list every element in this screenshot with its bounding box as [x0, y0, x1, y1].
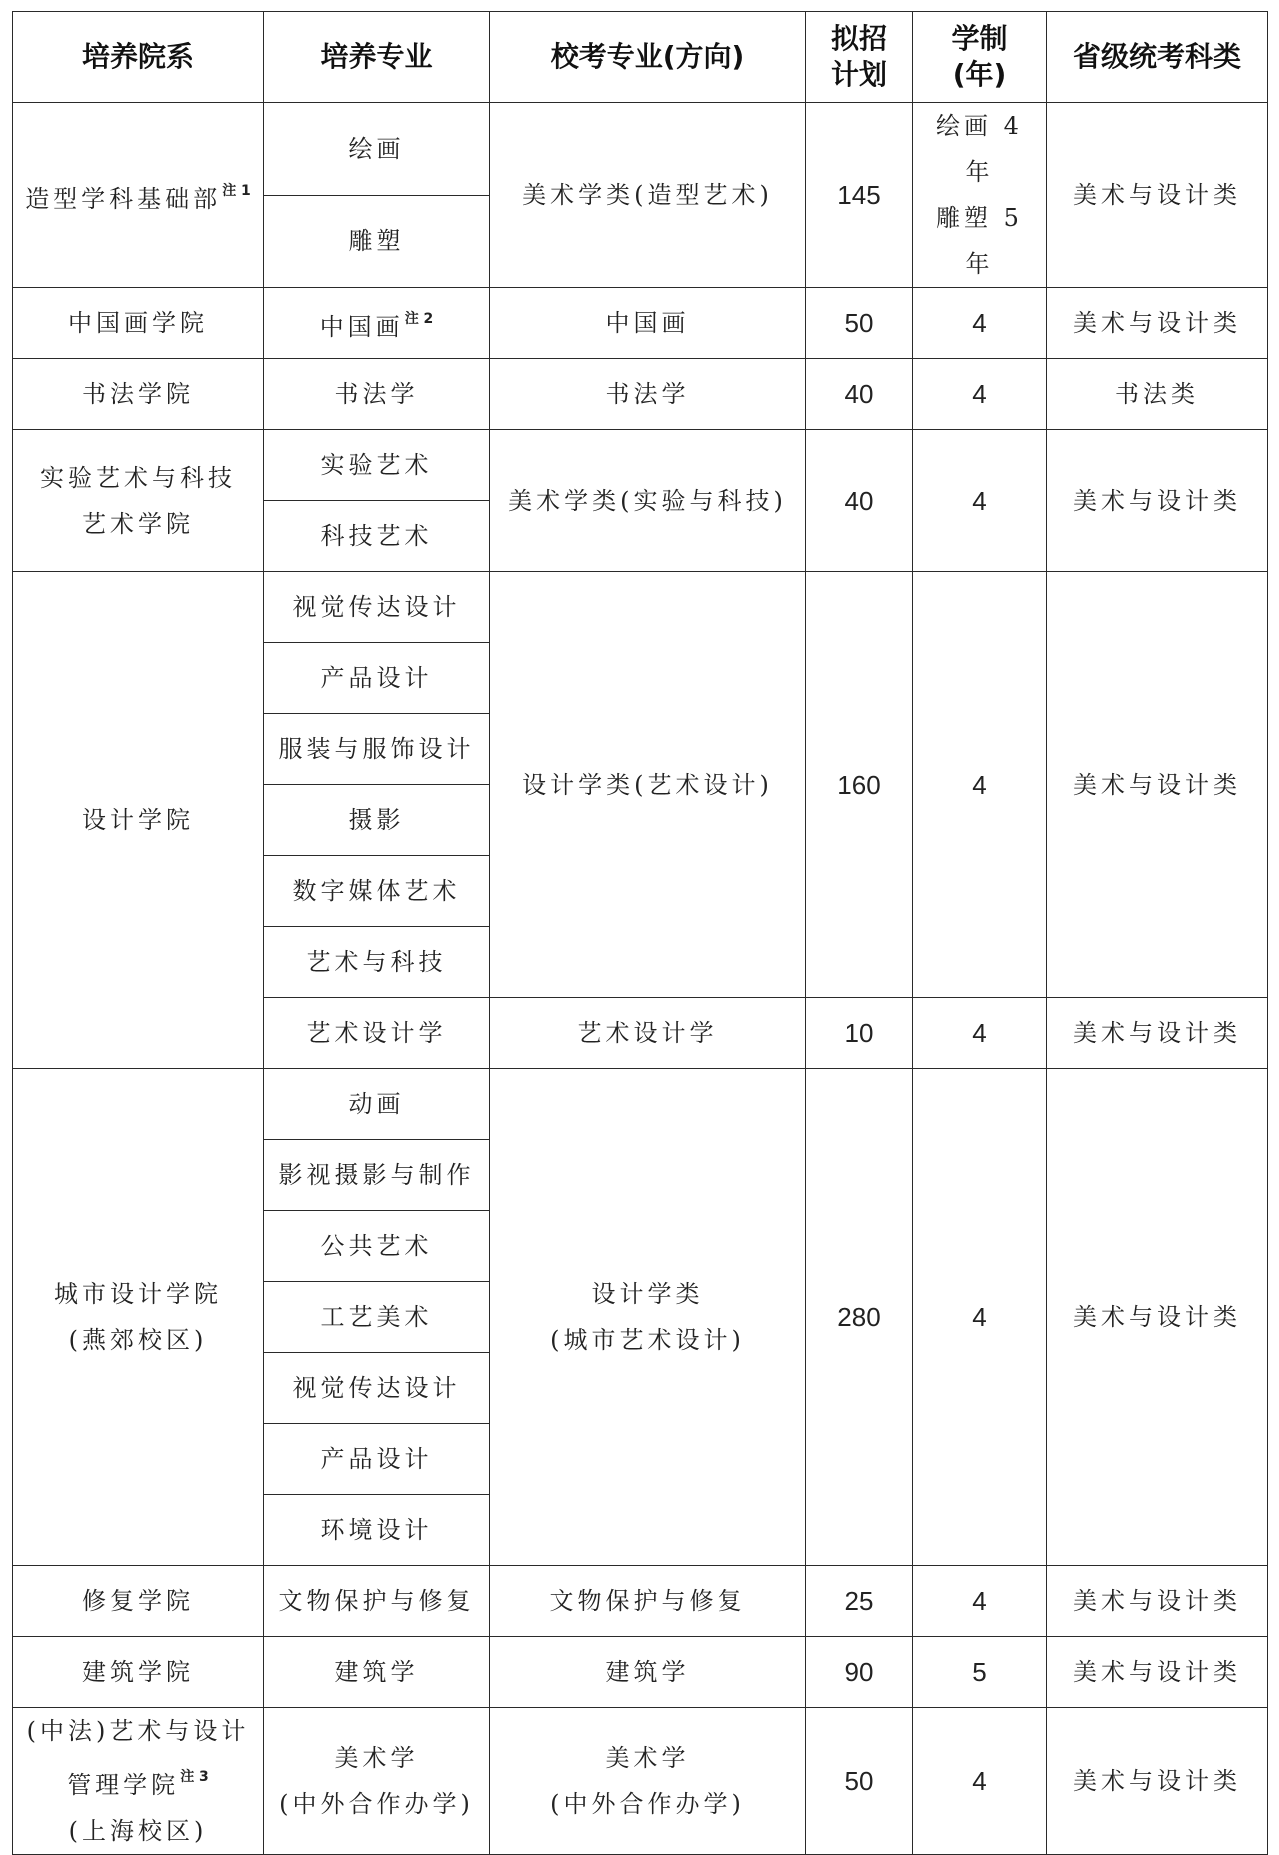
header-plan — [806, 12, 913, 103]
header-category: 省级统考科类 — [1047, 12, 1268, 103]
major-cell: 动画 — [264, 1069, 490, 1140]
plan-cell: 90 — [806, 1637, 913, 1708]
department-name: 造型学科基础部 — [25, 185, 222, 213]
exam-major-line: 设计学类 — [591, 1280, 704, 1308]
department-cell: 书法学院 — [13, 359, 264, 430]
department-cell: 中国画学院 — [13, 288, 264, 359]
major-cell: 文物保护与修复 — [264, 1566, 490, 1637]
years-cell: 4 — [913, 1566, 1047, 1637]
major-cell — [264, 288, 490, 359]
exam-major-cell: 文物保护与修复 — [490, 1566, 806, 1637]
header-plan-line1: 拟招 — [830, 22, 887, 55]
table-row — [13, 572, 1268, 643]
major-cell: 摄影 — [264, 785, 490, 856]
table-row — [13, 430, 1268, 501]
plan-cell: 25 — [806, 1566, 913, 1637]
department-line — [17, 1754, 259, 1808]
plan-cell: 10 — [806, 998, 913, 1069]
exam-major-cell: 设计学类(艺术设计) — [490, 572, 806, 998]
exam-major-line: (城市艺术设计) — [550, 1326, 745, 1354]
major-cell: 影视摄影与制作 — [264, 1140, 490, 1211]
category-cell: 美术与设计类 — [1047, 103, 1268, 288]
years-cell: 4 — [913, 998, 1047, 1069]
major-cell: 产品设计 — [264, 1424, 490, 1495]
years-line: 雕塑 5 年 — [936, 204, 1023, 278]
department-cell: 建筑学院 — [13, 1637, 264, 1708]
department-cell — [13, 430, 264, 572]
major-cell: 实验艺术 — [264, 430, 490, 501]
category-cell: 美术与设计类 — [1047, 1069, 1268, 1566]
major-cell: 环境设计 — [264, 1495, 490, 1566]
header-years-line2: (年) — [952, 58, 1007, 91]
major-cell: 雕塑 — [264, 195, 490, 288]
category-cell: 美术与设计类 — [1047, 1637, 1268, 1708]
major-cell: 建筑学 — [264, 1637, 490, 1708]
major-line: 美术学 — [334, 1744, 419, 1772]
major-cell: 数字媒体艺术 — [264, 856, 490, 927]
footnote-marker: 注 2 — [404, 311, 434, 327]
category-cell: 美术与设计类 — [1047, 288, 1268, 359]
department-name: 管理学院 — [67, 1771, 180, 1799]
major-cell: 绘画 — [264, 103, 490, 196]
header-major: 培养专业 — [264, 12, 490, 103]
major-cell: 艺术与科技 — [264, 927, 490, 998]
footnote-marker: 注 1 — [222, 183, 251, 199]
plan-cell: 40 — [806, 430, 913, 572]
admissions-table — [12, 11, 1268, 1855]
department-cell: 修复学院 — [13, 1566, 264, 1637]
exam-major-cell: 美术学类(造型艺术) — [490, 103, 806, 288]
header-years-line1: 学制 — [951, 22, 1008, 55]
years-cell: 4 — [913, 288, 1047, 359]
category-cell: 美术与设计类 — [1047, 998, 1268, 1069]
exam-major-cell: 书法学 — [490, 359, 806, 430]
plan-cell: 145 — [806, 103, 913, 288]
table-row — [13, 359, 1268, 430]
table-row — [13, 1566, 1268, 1637]
header-department: 培养院系 — [13, 12, 264, 103]
category-cell: 美术与设计类 — [1047, 1708, 1268, 1855]
category-cell: 书法类 — [1047, 359, 1268, 430]
table-row — [13, 288, 1268, 359]
department-line: 城市设计学院 — [54, 1280, 222, 1308]
department-cell: 设计学院 — [13, 572, 264, 1069]
years-cell: 4 — [913, 359, 1047, 430]
exam-major-cell: 中国画 — [490, 288, 806, 359]
category-cell: 美术与设计类 — [1047, 1566, 1268, 1637]
years-cell: 4 — [913, 1708, 1047, 1855]
department-cell — [13, 1708, 264, 1855]
header-years — [913, 12, 1047, 103]
plan-cell: 40 — [806, 359, 913, 430]
department-cell — [13, 103, 264, 288]
department-cell — [13, 1069, 264, 1566]
exam-major-cell — [490, 1708, 806, 1855]
major-cell: 书法学 — [264, 359, 490, 430]
header-exam-major: 校考专业(方向) — [490, 12, 806, 103]
major-cell: 服装与服饰设计 — [264, 714, 490, 785]
years-line: 绘画 4 年 — [936, 112, 1023, 186]
category-cell: 美术与设计类 — [1047, 572, 1268, 998]
exam-major-cell: 艺术设计学 — [490, 998, 806, 1069]
table-row — [13, 103, 1268, 196]
exam-major-cell: 建筑学 — [490, 1637, 806, 1708]
department-line: 艺术学院 — [82, 509, 194, 538]
major-cell: 艺术设计学 — [264, 998, 490, 1069]
exam-major-cell: 美术学类(实验与科技) — [490, 430, 806, 572]
plan-cell: 50 — [806, 288, 913, 359]
category-cell: 美术与设计类 — [1047, 430, 1268, 572]
table-row — [13, 1637, 1268, 1708]
major-cell: 产品设计 — [264, 643, 490, 714]
major-cell: 科技艺术 — [264, 501, 490, 572]
table-row — [13, 1708, 1268, 1855]
years-cell: 4 — [913, 572, 1047, 998]
department-line: (燕郊校区) — [68, 1326, 208, 1354]
plan-cell: 160 — [806, 572, 913, 998]
years-cell — [913, 103, 1047, 288]
header-row — [13, 12, 1268, 103]
department-line: (中法)艺术与设计 — [26, 1717, 250, 1745]
major-cell: 视觉传达设计 — [264, 1353, 490, 1424]
exam-major-line: (中外合作办学) — [550, 1790, 745, 1818]
header-plan-line2: 计划 — [830, 58, 887, 91]
years-cell: 4 — [913, 1069, 1047, 1566]
department-line: 实验艺术与科技 — [40, 463, 236, 492]
table-row — [13, 1069, 1268, 1140]
major-cell: 视觉传达设计 — [264, 572, 490, 643]
major-cell — [264, 1708, 490, 1855]
plan-cell: 50 — [806, 1708, 913, 1855]
major-cell: 工艺美术 — [264, 1282, 490, 1353]
major-line: (中外合作办学) — [279, 1790, 474, 1818]
exam-major-line: 美术学 — [605, 1744, 690, 1772]
plan-cell: 280 — [806, 1069, 913, 1566]
exam-major-cell — [490, 1069, 806, 1566]
years-cell: 5 — [913, 1637, 1047, 1708]
footnote-marker: 注 3 — [180, 1769, 209, 1785]
major-name: 中国画 — [319, 313, 404, 341]
department-line: (上海校区) — [68, 1817, 208, 1845]
years-cell: 4 — [913, 430, 1047, 572]
major-cell: 公共艺术 — [264, 1211, 490, 1282]
